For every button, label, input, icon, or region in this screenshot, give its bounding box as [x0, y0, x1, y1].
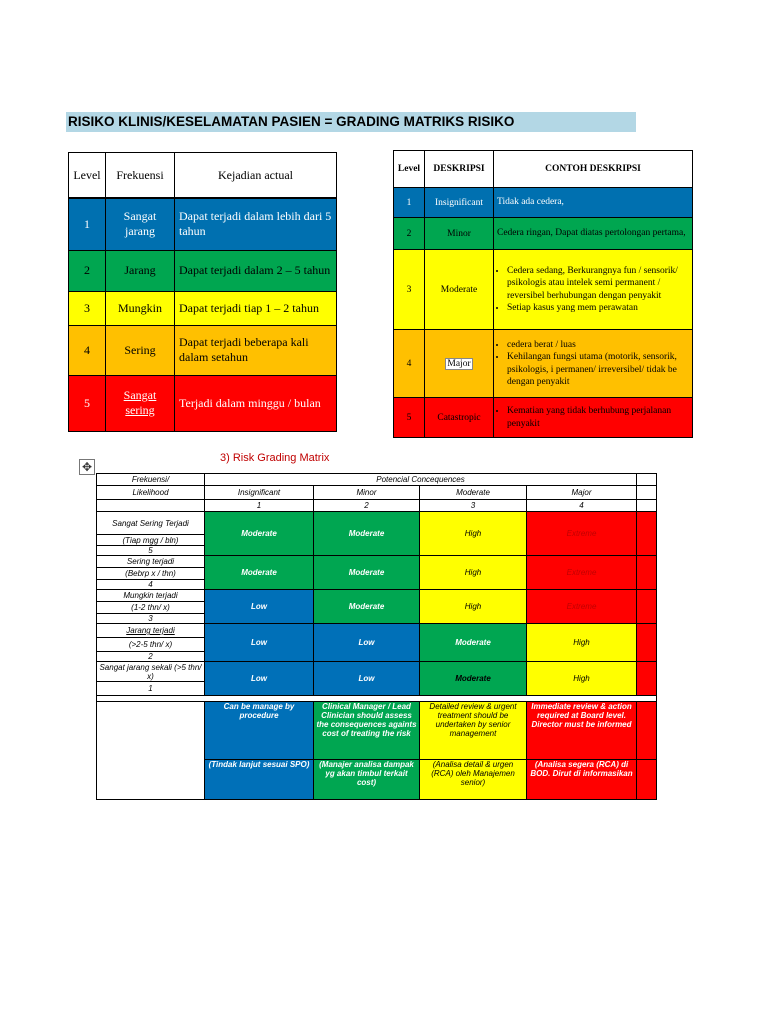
- risk-grading-matrix: [96, 473, 657, 800]
- level-cell: 2: [69, 250, 106, 291]
- grade-cell: High: [420, 556, 527, 590]
- likelihood-label: Mungkin terjadi: [97, 590, 205, 602]
- grade-cell: [637, 662, 657, 696]
- followup-cell: [637, 760, 657, 800]
- contoh-cell: Cedera ringan, Dapat diatas pertolongan pertama,: [494, 218, 693, 250]
- likelihood-frequency: (Tiap mgg / bln): [97, 535, 205, 546]
- grade-cell: Moderate: [314, 512, 420, 556]
- consequence-label: Minor: [314, 486, 420, 500]
- deskripsi-cell: Minor: [425, 218, 494, 250]
- matrix-header-row: [97, 486, 657, 500]
- consequence-number: 2: [314, 500, 420, 512]
- action-cell: Clinical Manager / Lead Clinician should assess the consequences againts cost of treating the risk: [314, 702, 420, 760]
- likelihood-label: Sering terjadi: [97, 556, 205, 568]
- likelihood-frequency: (Bebrp x / thn): [97, 568, 205, 580]
- action-cell: Detailed review & urgent treatment should be undertaken by senior management: [420, 702, 527, 760]
- grade-cell: Moderate: [205, 556, 314, 590]
- grade-cell: Low: [314, 662, 420, 696]
- table-row: [394, 398, 693, 438]
- kejadian-cell: Terjadi dalam minggu / bulan: [175, 375, 337, 431]
- header-likelihood: Likelihood: [97, 486, 205, 500]
- level-cell: 4: [69, 325, 106, 375]
- header-level: Level: [69, 153, 106, 199]
- frekuensi-cell: Sering: [106, 325, 175, 375]
- consequence-number: 1: [205, 500, 314, 512]
- grade-cell: Extreme: [527, 590, 637, 624]
- matrix-section-title: 3) Risk Grading Matrix: [220, 452, 330, 464]
- likelihood-number: 3: [97, 614, 205, 624]
- consequence-label: [637, 486, 657, 500]
- grade-cell: High: [420, 590, 527, 624]
- table-row: [394, 250, 693, 330]
- grade-cell: Moderate: [420, 662, 527, 696]
- followup-cell: (Analisa segera (RCA) di BOD. Dirut di informasikan: [527, 760, 637, 800]
- level-cell: 3: [394, 250, 425, 330]
- contoh-list: [497, 339, 689, 389]
- table-row: [394, 188, 693, 218]
- grade-cell: [637, 512, 657, 556]
- table-header-row: [394, 151, 693, 188]
- action-cell: [637, 702, 657, 760]
- major-label: Major: [447, 358, 471, 369]
- action-label-blank: [97, 702, 205, 800]
- frekuensi-cell: Sangat sering: [106, 375, 175, 431]
- table-row: [69, 198, 337, 250]
- grade-cell: Low: [205, 624, 314, 662]
- table-row: [69, 325, 337, 375]
- blank-cell: [637, 500, 657, 512]
- kejadian-cell: Dapat terjadi dalam 2 – 5 tahun: [175, 250, 337, 291]
- action-cell: Can be manage by procedure: [205, 702, 314, 760]
- frekuensi-cell: Mungkin: [106, 291, 175, 325]
- header-kejadian: Kejadian actual: [175, 153, 337, 199]
- table-row: [69, 291, 337, 325]
- move-handle-icon[interactable]: ✥: [79, 459, 95, 475]
- likelihood-label: Sangat Sering Terjadi: [97, 512, 205, 535]
- grade-cell: Moderate: [314, 556, 420, 590]
- kejadian-cell: Dapat terjadi dalam lebih dari 5 tahun: [175, 198, 337, 250]
- level-cell: 1: [69, 198, 106, 250]
- consequence-label: Moderate: [420, 486, 527, 500]
- list-item: • cedera berat / luas: [507, 339, 689, 352]
- consequence-label: Insignificant: [205, 486, 314, 500]
- list-item: • Cedera sedang, Berkurangnya fun / sensorik/ psikologis atau intelek semi permanent / reversibel berhubungan dengan penyakit: [507, 265, 689, 303]
- kejadian-cell: Dapat terjadi beberapa kali dalam setahun: [175, 325, 337, 375]
- likelihood-frequency: (1-2 thn/ x): [97, 602, 205, 614]
- table-row: [394, 218, 693, 250]
- matrix-row: [97, 624, 657, 638]
- deskripsi-table: [393, 150, 693, 438]
- contoh-cell: Tidak ada cedera,: [494, 188, 693, 218]
- grade-cell: Low: [314, 624, 420, 662]
- list-item: • Setiap kasus yang mem perawatan: [507, 302, 689, 315]
- grade-cell: High: [420, 512, 527, 556]
- consequence-number: 4: [527, 500, 637, 512]
- contoh-cell: [494, 330, 693, 398]
- contoh-cell: [494, 398, 693, 438]
- level-cell: 3: [69, 291, 106, 325]
- likelihood-number: 1: [97, 682, 205, 696]
- header-concequences: Potencial Concequences: [205, 474, 637, 486]
- page-title: RISIKO KLINIS/KESELAMATAN PASIEN = GRADING MATRIKS RISIKO: [68, 114, 515, 129]
- grade-cell: Extreme: [527, 556, 637, 590]
- list-item: • Kematian yang tidak berhubung perjalanan penyakit: [507, 405, 689, 430]
- matrix-row: [97, 556, 657, 568]
- grade-cell: Low: [205, 662, 314, 696]
- grade-cell: High: [527, 624, 637, 662]
- matrix-header-row: [97, 474, 657, 486]
- title-bar: [66, 112, 636, 132]
- frekuensi-cell: Jarang: [106, 250, 175, 291]
- header-frekuensi: Frekuensi: [106, 153, 175, 199]
- likelihood-label: Sangat jarang sekali (>5 thn/ x): [97, 662, 205, 682]
- frekuensi-table: [68, 152, 337, 432]
- contoh-cell: [494, 250, 693, 330]
- header-contoh: CONTOH DESKRIPSI: [494, 151, 693, 188]
- deskripsi-cell: Catastropic: [425, 398, 494, 438]
- consequence-number: 3: [420, 500, 527, 512]
- followup-cell: (Tindak lanjut sesuai SPO): [205, 760, 314, 800]
- header-deskripsi: DESKRIPSI: [425, 151, 494, 188]
- blank-cell: [97, 500, 205, 512]
- matrix-row: [97, 590, 657, 602]
- action-cell: Immediate review & action required at Board level. Director must be informed: [527, 702, 637, 760]
- grade-cell: High: [527, 662, 637, 696]
- header-frekuensi: Frekuensi/: [97, 474, 205, 486]
- table-row: [394, 330, 693, 398]
- deskripsi-cell: Moderate: [425, 250, 494, 330]
- kejadian-cell: Dapat terjadi tiap 1 – 2 tahun: [175, 291, 337, 325]
- grade-cell: [637, 624, 657, 662]
- contoh-list: [497, 405, 689, 430]
- table-row: [69, 250, 337, 291]
- contoh-list: [497, 265, 689, 315]
- grade-cell: [637, 556, 657, 590]
- likelihood-label: Jarang terjadi: [97, 624, 205, 638]
- grade-cell: Moderate: [314, 590, 420, 624]
- table-row: [69, 375, 337, 431]
- header-level: Level: [394, 151, 425, 188]
- table-header-row: [69, 153, 337, 199]
- consequence-label: Major: [527, 486, 637, 500]
- likelihood-number: 4: [97, 580, 205, 590]
- deskripsi-cell: Insignificant: [425, 188, 494, 218]
- level-cell: 1: [394, 188, 425, 218]
- level-cell: 2: [394, 218, 425, 250]
- frekuensi-cell: Sangat jarang: [106, 198, 175, 250]
- grade-cell: Moderate: [205, 512, 314, 556]
- deskripsi-table-wrapper: [393, 150, 686, 434]
- deskripsi-cell: [425, 330, 494, 398]
- grade-cell: [637, 590, 657, 624]
- followup-cell: (Manajer analisa dampak yg akan timbul terkait cost): [314, 760, 420, 800]
- likelihood-number: 5: [97, 546, 205, 556]
- followup-cell: (Analisa detail & urgen (RCA) oleh Manajemen senior): [420, 760, 527, 800]
- grade-cell: Moderate: [420, 624, 527, 662]
- matrix-row: [97, 512, 657, 535]
- list-item: • Kehilangan fungsi utama (motorik, sensorik, psikologis, i permanen/ irreversibel/ tidak be dengan penyakit: [507, 351, 689, 389]
- grade-cell: Extreme: [527, 512, 637, 556]
- action-row: [97, 702, 657, 760]
- matrix-number-row: [97, 500, 657, 512]
- likelihood-frequency: (>2-5 thn/ x): [97, 638, 205, 652]
- likelihood-number: 2: [97, 652, 205, 662]
- level-cell: 4: [394, 330, 425, 398]
- grade-cell: Low: [205, 590, 314, 624]
- level-cell: 5: [394, 398, 425, 438]
- risk-matrix-wrapper: [96, 473, 636, 813]
- matrix-row: [97, 662, 657, 682]
- header-extra: [637, 474, 657, 486]
- level-cell: 5: [69, 375, 106, 431]
